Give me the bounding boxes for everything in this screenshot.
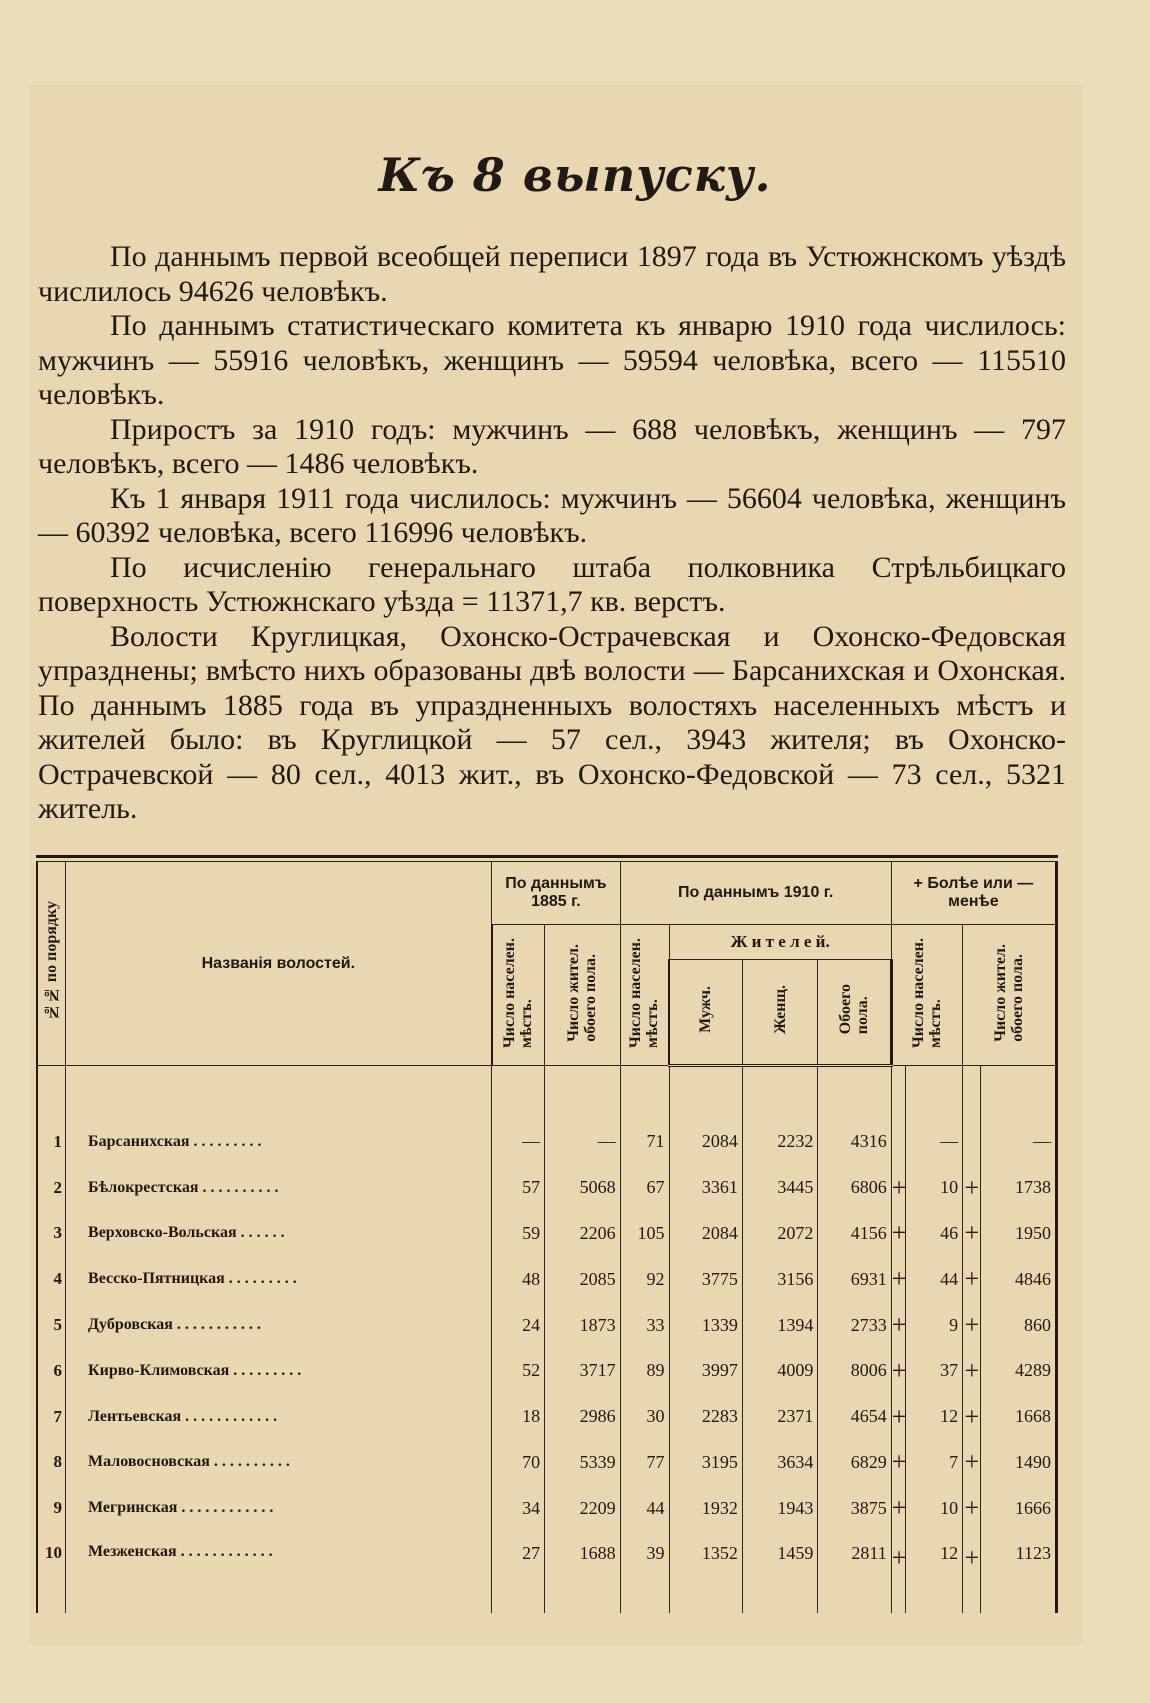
header-both: Обоего пола. (818, 960, 891, 1066)
spacer-row (37, 1066, 1057, 1120)
table-row (37, 1165, 1057, 1211)
population-table-wrap (36, 855, 1058, 1613)
male-1910: 1352 (669, 1531, 742, 1613)
both-1910: 6829 (818, 1440, 891, 1486)
both-1910: 4654 (818, 1394, 891, 1440)
diff-residents: — (981, 1119, 1057, 1165)
places-1910: 77 (620, 1440, 669, 1486)
diff-places-sign: + (891, 1211, 905, 1257)
female-1910: 4009 (742, 1348, 817, 1394)
header-name: Названія волостей. (66, 862, 492, 1066)
male-1910: 3775 (669, 1256, 742, 1302)
residents-1885: 2085 (545, 1256, 620, 1302)
volost-name: Верховско-Вольская . . . . . . (66, 1211, 492, 1257)
diff-places: 10 (906, 1165, 963, 1211)
table-row (37, 1302, 1057, 1348)
female-1910: 1459 (742, 1531, 817, 1613)
female-1910: 1943 (742, 1485, 817, 1531)
row-number: 2 (37, 1165, 66, 1211)
places-1910: 92 (620, 1256, 669, 1302)
paragraph: По даннымъ первой всеобщей переписи 1897 года въ Устюжнскомъ уѣздѣ числилось 94626 человѣкъ. (38, 240, 1066, 308)
header-group-1885: По даннымъ 1885 г. (492, 862, 620, 925)
row-number: 9 (37, 1485, 66, 1531)
diff-residents-sign: + (963, 1302, 981, 1348)
volost-name: Дубровская . . . . . . . . . . . (66, 1302, 492, 1348)
diff-residents: 1490 (981, 1440, 1057, 1486)
table-row (37, 1440, 1057, 1486)
volost-name: Весско-Пятницкая . . . . . . . . . (66, 1256, 492, 1302)
row-number: 1 (37, 1119, 66, 1165)
diff-residents-sign: + (963, 1394, 981, 1440)
diff-places-sign: + (891, 1302, 905, 1348)
table-row (37, 1348, 1057, 1394)
paragraph: Волости Круглицкая, Охонско-Острачевская и Охонско-Федовская упразднены; вмѣсто нихъ образованы двѣ волости — Барсанихская и Охонская. По даннымъ 1885 года въ упраздненныхъ волостяхъ населенныхъ мѣстъ и жителей было: въ Круглицкой — 57 сел., 3943 жителя; въ Охонско-Острачевской — 80 сел., 4013 жит., въ Охонско-Федовской — 73 сел., 5321 житель. (38, 619, 1066, 825)
volost-name: Кирво-Климовская . . . . . . . . . (66, 1348, 492, 1394)
places-1885: 59 (492, 1211, 545, 1257)
diff-residents-sign: + (963, 1531, 981, 1613)
row-number: 5 (37, 1302, 66, 1348)
diff-places: 10 (906, 1485, 963, 1531)
places-1885: 52 (492, 1348, 545, 1394)
diff-places: 12 (906, 1531, 963, 1613)
diff-places-sign: + (891, 1531, 905, 1613)
male-1910: 1339 (669, 1302, 742, 1348)
places-1885: 48 (492, 1256, 545, 1302)
table-row (37, 1119, 1057, 1165)
both-1910: 6806 (818, 1165, 891, 1211)
both-1910: 6931 (818, 1256, 891, 1302)
header-group-diff: + Болѣе или — менѣе (891, 862, 1056, 925)
places-1910: 89 (620, 1348, 669, 1394)
male-1910: 3361 (669, 1165, 742, 1211)
row-number: 7 (37, 1394, 66, 1440)
diff-places-sign: + (891, 1394, 905, 1440)
diff-residents: 1738 (981, 1165, 1057, 1211)
table-top-rule (36, 855, 1058, 858)
diff-residents: 1950 (981, 1211, 1057, 1257)
places-1885: 24 (492, 1302, 545, 1348)
header-group-1910: По даннымъ 1910 г. (620, 862, 891, 925)
places-1910: 105 (620, 1211, 669, 1257)
places-1885: 27 (492, 1531, 545, 1613)
table-row (37, 1256, 1057, 1302)
male-1910: 1932 (669, 1485, 742, 1531)
paragraph: По исчисленію генеральнаго штаба полковника Стрѣльбицкаго поверхность Устюжнскаго уѣзда = 11371,7 кв. верстъ. (38, 550, 1066, 618)
volost-name: Мегринская . . . . . . . . . . . . (66, 1485, 492, 1531)
page-title: Къ 8 выпуску. (378, 148, 772, 202)
header-zhiteley: Ж и т е л е й. (669, 925, 891, 960)
header-places-1910: Число населен. мѣстъ. (620, 925, 669, 1066)
female-1910: 3156 (742, 1256, 817, 1302)
diff-residents: 1668 (981, 1394, 1057, 1440)
female-1910: 2232 (742, 1119, 817, 1165)
paragraph: Къ 1 января 1911 года числилось: мужчинъ — 56604 человѣка, женщинъ — 60392 человѣка, всего 116996 человѣкъ. (38, 481, 1066, 549)
diff-places: 37 (906, 1348, 963, 1394)
body-text (38, 240, 1066, 827)
header-male: Мужч. (669, 960, 742, 1066)
volost-name: Маловосновская . . . . . . . . . . (66, 1440, 492, 1486)
diff-residents: 1666 (981, 1485, 1057, 1531)
diff-places: 44 (906, 1256, 963, 1302)
places-1885: 70 (492, 1440, 545, 1486)
diff-residents: 1123 (981, 1531, 1057, 1613)
row-number: 10 (37, 1531, 66, 1613)
diff-places-sign: + (891, 1440, 905, 1486)
diff-residents-sign: + (963, 1440, 981, 1486)
both-1910: 4156 (818, 1211, 891, 1257)
diff-places-sign (891, 1119, 905, 1165)
residents-1885: 1688 (545, 1531, 620, 1613)
row-number: 8 (37, 1440, 66, 1486)
diff-places: 9 (906, 1302, 963, 1348)
residents-1885: — (545, 1119, 620, 1165)
both-1910: 4316 (818, 1119, 891, 1165)
diff-places-sign: + (891, 1485, 905, 1531)
residents-1885: 1873 (545, 1302, 620, 1348)
volost-name: Бѣлокрестская . . . . . . . . . . (66, 1165, 492, 1211)
diff-residents: 4289 (981, 1348, 1057, 1394)
volost-name: Мезженская . . . . . . . . . . . . (66, 1531, 492, 1613)
male-1910: 2084 (669, 1119, 742, 1165)
places-1885: 34 (492, 1485, 545, 1531)
diff-places: 12 (906, 1394, 963, 1440)
male-1910: 3195 (669, 1440, 742, 1486)
diff-residents: 860 (981, 1302, 1057, 1348)
diff-places-sign: + (891, 1348, 905, 1394)
residents-1885: 2986 (545, 1394, 620, 1440)
places-1910: 71 (620, 1119, 669, 1165)
volost-name: Барсанихская . . . . . . . . . (66, 1119, 492, 1165)
diff-residents-sign: + (963, 1348, 981, 1394)
header-num: №№ по порядку (37, 862, 66, 1066)
volost-name: Лентьевская . . . . . . . . . . . . (66, 1394, 492, 1440)
female-1910: 2371 (742, 1394, 817, 1440)
table-row (37, 1485, 1057, 1531)
header-residents-1885: Число жител. обоего пола. (545, 925, 620, 1066)
female-1910: 2072 (742, 1211, 817, 1257)
diff-residents-sign: + (963, 1211, 981, 1257)
both-1910: 2811 (818, 1531, 891, 1613)
diff-residents-sign: + (963, 1256, 981, 1302)
male-1910: 2084 (669, 1211, 742, 1257)
places-1885: 18 (492, 1394, 545, 1440)
paragraph: По даннымъ статистическаго комитета къ январю 1910 года числилось: мужчинъ — 55916 человѣкъ, женщинъ — 59594 человѣка, всего — 115510 человѣкъ. (38, 309, 1066, 411)
male-1910: 2283 (669, 1394, 742, 1440)
diff-places-sign: + (891, 1165, 905, 1211)
row-number: 3 (37, 1211, 66, 1257)
row-number: 6 (37, 1348, 66, 1394)
places-1910: 67 (620, 1165, 669, 1211)
residents-1885: 2206 (545, 1211, 620, 1257)
table-row (37, 1531, 1057, 1613)
paragraph: Приростъ за 1910 годъ: мужчинъ — 688 человѣкъ, женщинъ — 797 человѣкъ, всего — 1486 человѣкъ. (38, 412, 1066, 480)
both-1910: 8006 (818, 1348, 891, 1394)
header-diff-places: Число населен. мѣстъ. (891, 925, 962, 1066)
places-1910: 39 (620, 1531, 669, 1613)
header-diff-residents: Число жител. обоего пола. (963, 925, 1057, 1066)
diff-places-sign: + (891, 1256, 905, 1302)
residents-1885: 3717 (545, 1348, 620, 1394)
diff-residents-sign (963, 1119, 981, 1165)
places-1910: 30 (620, 1394, 669, 1440)
female-1910: 3445 (742, 1165, 817, 1211)
diff-places: 46 (906, 1211, 963, 1257)
row-number: 4 (37, 1256, 66, 1302)
female-1910: 3634 (742, 1440, 817, 1486)
places-1885: — (492, 1119, 545, 1165)
diff-residents-sign: + (963, 1165, 981, 1211)
diff-residents-sign: + (963, 1485, 981, 1531)
residents-1885: 5068 (545, 1165, 620, 1211)
male-1910: 3997 (669, 1348, 742, 1394)
header-female: Женщ. (742, 960, 817, 1066)
places-1910: 44 (620, 1485, 669, 1531)
diff-places: 7 (906, 1440, 963, 1486)
places-1885: 57 (492, 1165, 545, 1211)
table-row (37, 1211, 1057, 1257)
places-1910: 33 (620, 1302, 669, 1348)
diff-places: — (906, 1119, 963, 1165)
female-1910: 1394 (742, 1302, 817, 1348)
diff-residents: 4846 (981, 1256, 1057, 1302)
table-row (37, 1394, 1057, 1440)
residents-1885: 2209 (545, 1485, 620, 1531)
both-1910: 2733 (818, 1302, 891, 1348)
residents-1885: 5339 (545, 1440, 620, 1486)
both-1910: 3875 (818, 1485, 891, 1531)
population-table (36, 861, 1058, 1613)
header-places-1885: Число населен. мѣстъ. (492, 925, 545, 1066)
